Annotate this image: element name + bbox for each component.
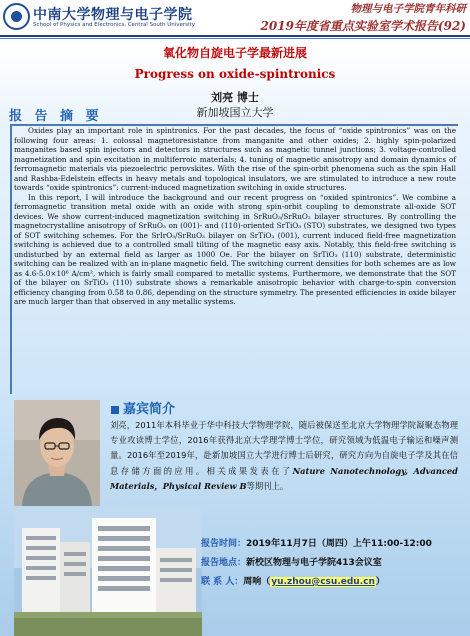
bio-heading [111, 398, 175, 417]
contact-label: 联 系 人： [201, 577, 244, 587]
university-logo-icon [3, 3, 30, 30]
time-value: 2019年11月7日（周四）上午11:00-12:00 [246, 539, 432, 549]
bio-heading-label: 嘉宾简介 [123, 402, 176, 417]
abstract-body [14, 126, 456, 307]
contact-end: ） [375, 577, 385, 587]
bio-publications: Nature Nanotechnology, Advanced Materials，Physical Review B [110, 465, 458, 491]
talk-title-en: Progress on oxide-spintronics [134, 67, 336, 81]
campus-building-photo [14, 508, 202, 636]
abstract-paragraph: Oxides play an important role in spintronics. For the past decades, the focus of “oxide spintronics” was on the following four areas: 1. colossal magnetoresistance from manganite and other oxides; 2. highly spin-polarized manganites based spin injectors and detectors in structures such as magnetic tunnel junctions; 3. voltage-controlled magnetization and spin excitation in multiferroic materials; 4. tuning of magnetic anisotropy and domain dynamics of ferromagnetic materials via piezoelectric perovskites. With the rise of the spin-orbit phenomena such as the spin Hall and Rashba-Edelstein effects in heavy metals and topological insulators, we are stimulated to introduce a new route towards “oxide spintronics”: current-induced magnetization switching in oxide structures. [14, 126, 456, 192]
series-subtitle: 2019年度省重点实验室学术报告(92) [260, 19, 466, 33]
talk-title-cn: 氧化物自旋电子学最新进展 [162, 46, 307, 60]
report-place [201, 555, 382, 568]
series-title: 物理与电子学院青年科研 [350, 3, 466, 15]
school-name-en: School of Physics and Electronics, Central South University [33, 22, 195, 28]
speaker-name: 刘亮 博士 [211, 91, 259, 104]
header-divider-thin [0, 38, 470, 39]
report-time [201, 536, 432, 549]
logo-emblem-icon [11, 11, 22, 22]
place-label: 报告地点： [201, 558, 247, 568]
contact-name: 周响（ [243, 577, 271, 587]
header-bar [0, 0, 470, 34]
square-bullet-icon [111, 406, 119, 414]
time-label: 报告时间： [201, 539, 247, 549]
bio-text: 刘亮，2011年本科毕业于华中科技大学物理学院，随后被保送至北京大学物理学院凝聚态物理专业攻读博士学位，2016年获得北京大学理学博士学位，研究领域为低温电子输运和噪声测量。2016年至2019年，赴新加坡国立大学进行博士后研究，研究方向为自旋电子学及其在信息存储方面的应用。相关成果发表在了 [110, 420, 458, 476]
school-name-cn: 中南大学物理与电子学院 [33, 7, 193, 23]
header-divider [0, 35, 470, 37]
building-icon [14, 508, 202, 636]
speaker-portrait-icon [14, 400, 100, 506]
contact-email-link[interactable]: yu.zhou@csu.edu.cn [271, 577, 375, 587]
speaker-photo [14, 400, 100, 506]
speaker-affiliation: 新加坡国立大学 [196, 106, 274, 119]
bio-body [110, 418, 458, 494]
abstract-heading: 报 告 摘 要 [9, 109, 103, 124]
place-value: 新校区物理与电子学院413会议室 [246, 558, 382, 568]
abstract-paragraph: In this report, I will introduce the background and our recent progress on “oxided spintronics”. We combine a ferromagnetic transition metal oxide with an oxide with strong spin-orbit coupling to demonstrate all-oxide SOT devices. We show current-induced magnetization switching in SrRuO₃/SrRuO₂ bilayer structures. By controlling the magnetocrystalline anisotropy of SrRuO₃ on (001)- and (110)-oriented SrTiO₃ (STO) substrates, we designed two types of SOT switching schemes. For the SrIrO₃/SrRuO₃ bilayer on SrTiO₃ (001), current induced field-free magnetization switching is achieved due to a controlled small tilting of the magnetic easy axis. Notably, this field-free switching is undisturbed by an external field as larger as 1000 Oe. For the bilayer on SrTiO₃ (110) substrate, deterministic switching can be realized with an in-plane magnetic field. The switching current densities for both schemes are as low as 4.6-5.0×10⁶ A/cm², which is fairly small compared to metallic systems. Furthermore, we demonstrate that the SOT of the bilayer on SrTiO₃ (110) substrate shows a remarkable anisotropic behavior with charge-to-spin conversion efficiency changing from 0.58 to 0.86, depending on the structure symmetry. The presented efficiencies in oxide bilayer are much larger than that observed in any metallic systems. [14, 192, 456, 306]
contact [201, 574, 385, 587]
bio-text-end: 等期刊上。 [246, 480, 289, 491]
